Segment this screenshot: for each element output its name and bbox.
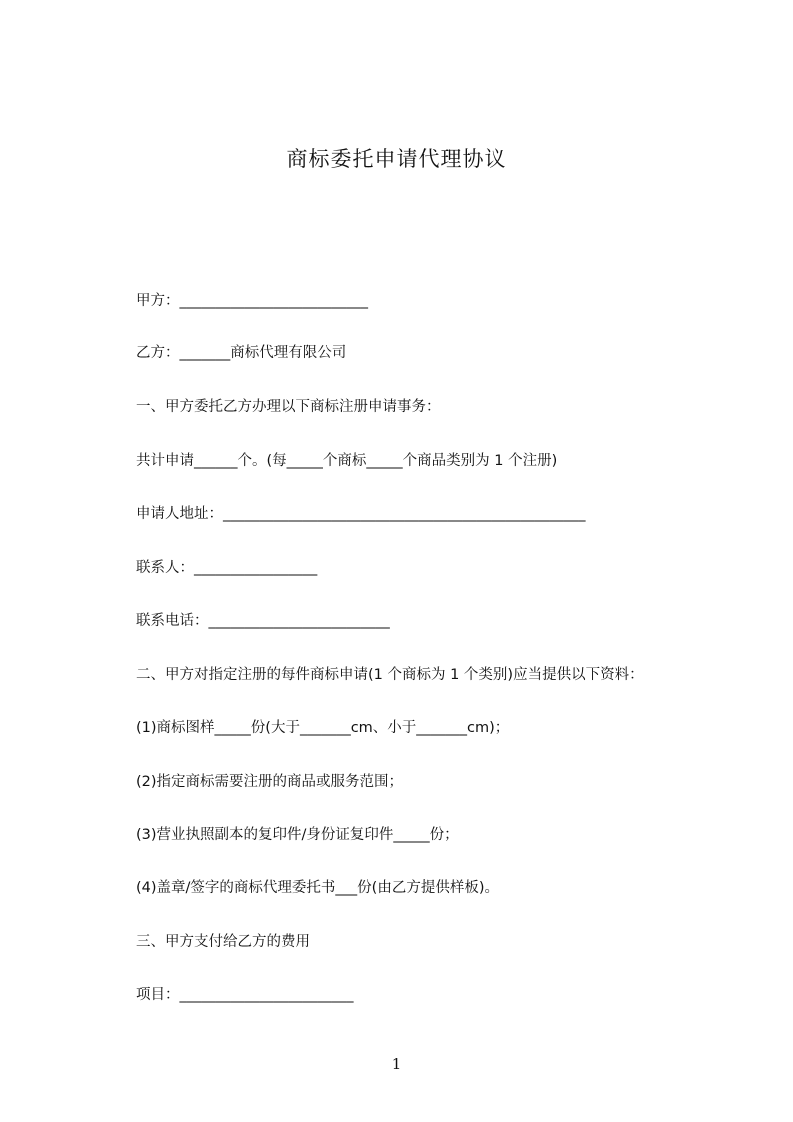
contact-phone-line: 联系电话：_________________________ — [136, 613, 390, 629]
party-a-line: 甲方：__________________________ — [136, 293, 368, 309]
material-item-3: (3)营业执照副本的复印件/身份证复印件_____份； — [136, 827, 459, 843]
applicant-address-line: 申请人地址：__________________________________________________ — [136, 506, 586, 522]
page-number: 1 — [391, 1055, 402, 1073]
section-1-heading: 一、甲方委托乙方办理以下商标注册申请事务： — [136, 399, 441, 415]
section-3-heading: 三、甲方支付给乙方的费用 — [136, 934, 310, 950]
party-b-line: 乙方：_______商标代理有限公司 — [136, 345, 347, 361]
material-item-1: (1)商标图样_____份(大于_______cm、小于_______cm)； — [136, 720, 510, 736]
section-2-heading: 二、甲方对指定注册的每件商标申请(1 个商标为 1 个类别)应当提供以下资料： — [136, 667, 644, 683]
material-item-2: (2)指定商标需要注册的商品或服务范围； — [136, 774, 404, 790]
project-line: 项目：________________________ — [136, 987, 354, 1003]
material-item-4: (4)盖章/签字的商标代理委托书___份(由乙方提供样板)。 — [136, 880, 499, 896]
application-count-line: 共计申请______个。(每_____个商标_____个商品类别为 1 个注册) — [136, 453, 558, 469]
document-title: 商标委托申请代理协议 — [286, 147, 507, 171]
contact-person-line: 联系人：_________________ — [136, 560, 318, 576]
